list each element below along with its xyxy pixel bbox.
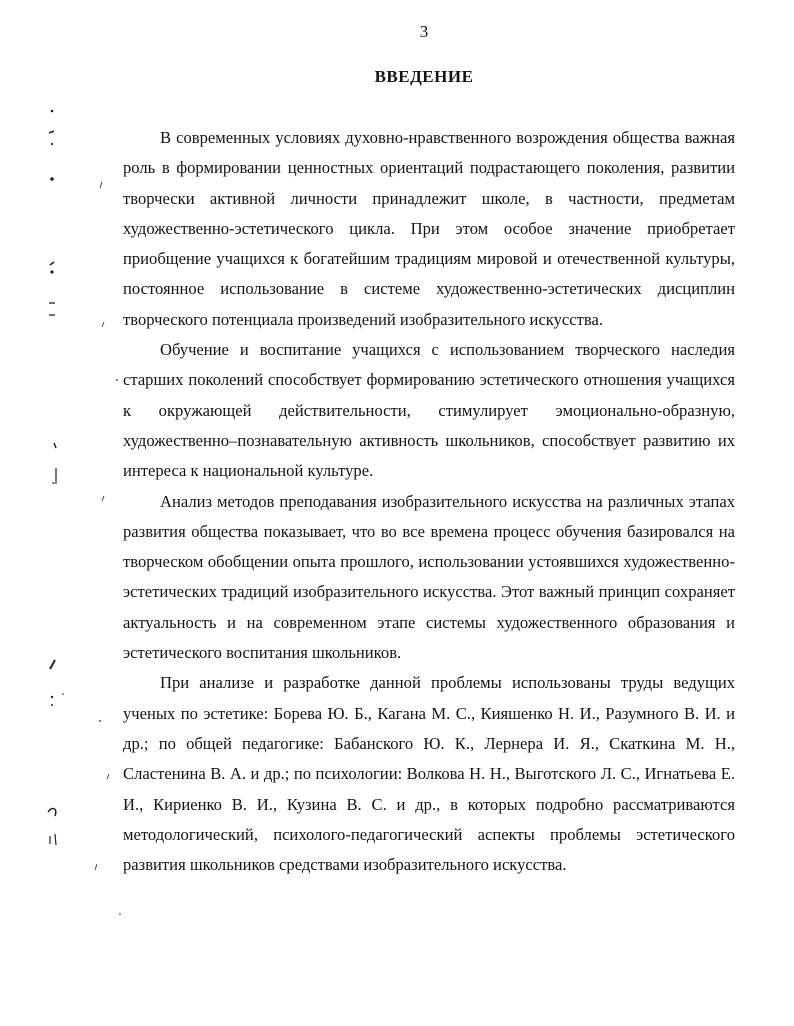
section-heading: ВВЕДЕНИЕ — [374, 67, 474, 86]
paragraph-2: Обучение и воспитание учащихся с использованием творческого наследия старших поколений способствует формированию эстетического отношения учащихся к окружающей действительности, стимулирует эмоционально-образную, художественно–познавательную активность школьников, способствует развитию их интереса к национальной культуре. — [123, 340, 735, 481]
body-text — [123, 123, 735, 880]
paragraph-1: В современных условиях духовно-нравственного возрождения общества важная роль в формировании ценностных ориентаций подрастающего поколения, развитии творчески активной личности принадлежит школе, в частности, предметам художественно-эстетического цикла. При этом особое значение приобретает приобщение учащихся к богатейшим традициям мировой и отечественной культуры, постоянное использование в системе художественно-эстетических дисциплин творческого потенциала произведений изобразительного искусства. — [123, 128, 735, 329]
paragraph-4: При анализе и разработке данной проблемы использованы труды ведущих ученых по эстетике: Борева Ю. Б., Кагана М. С., Кияшенко Н. И., Разумного В. И. и др.; по общей педагогике: Бабанского Ю. К., Лернера И. Я., Скаткина М. Н., Сластенина В. А. и др.; по психологии: Волкова Н. Н., Выготского Л. С., Игнатьева Е. И., Кириенко В. И., Кузина В. С. и др., в которых подробно рассматриваются методологический, психолого-педагогический аспекты проблемы эстетического развития школьников средствами изобразительного искусства. — [123, 673, 735, 875]
page-number: 3 — [419, 22, 429, 41]
paragraph-3: Анализ методов преподавания изобразительного искусства на различных этапах развития общества показывает, что во все времена процесс обучения базировался на творческом обобщении опыта прошлого, использовании устоявшихся художественно-эстетических традиций изобразительного искусства. Этот важный принцип сохраняет актуальность и на современном этапе системы художественного образования и эстетического воспитания школьников. — [123, 491, 735, 663]
scan-margin-artifacts — [0, 0, 140, 1026]
